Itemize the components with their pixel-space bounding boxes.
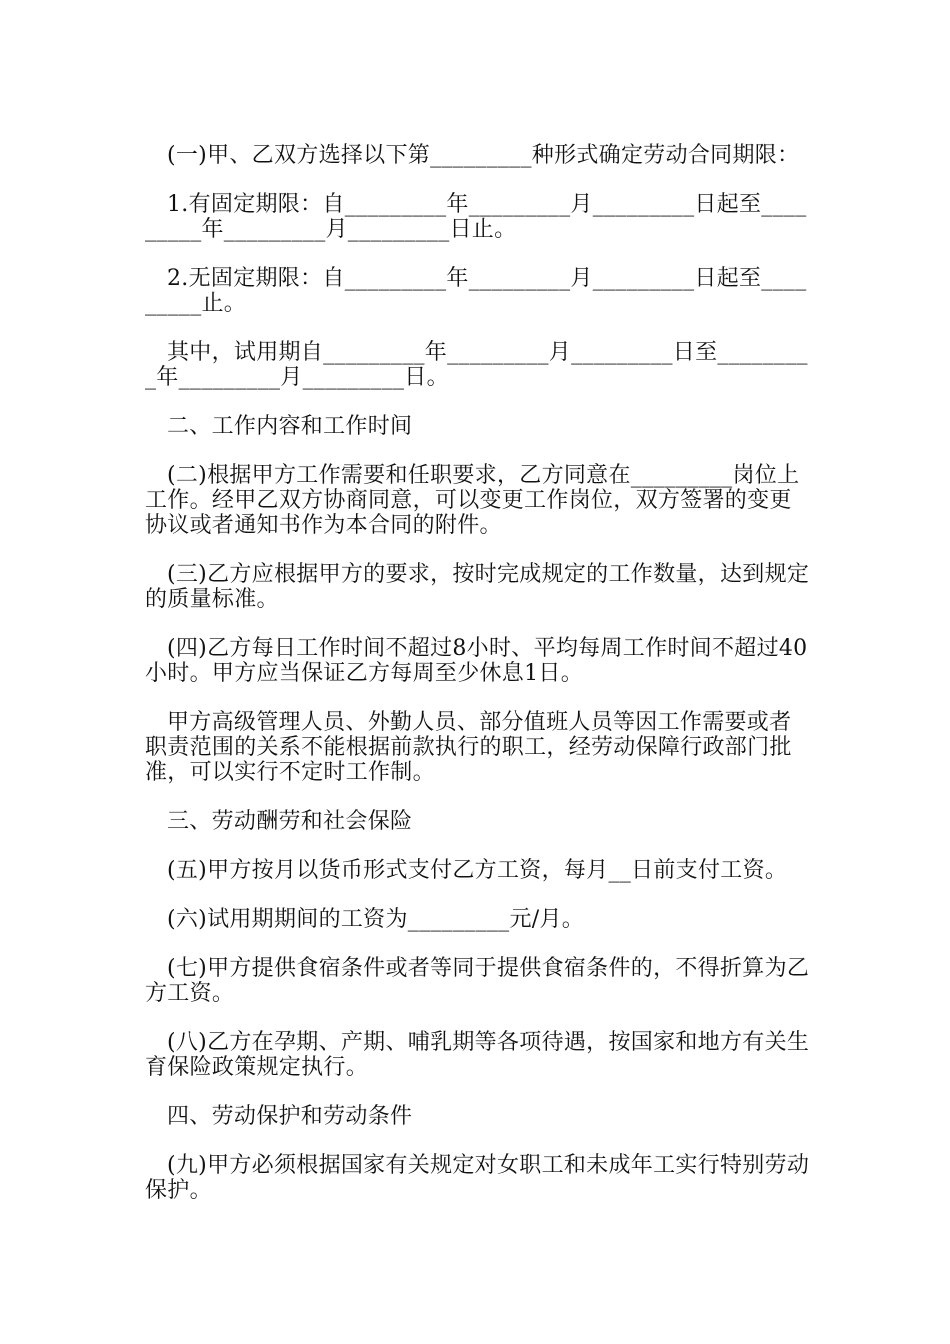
work-quantity-clause: (三)乙方应根据甲方的要求，按时完成规定的工作数量，达到规定的质量标准。: [145, 562, 810, 612]
maternity-clause: (八)乙方在孕期、产期、哺乳期等各项待遇，按国家和地方有关生育保险政策规定执行。: [145, 1030, 810, 1080]
section-heading-protection: 四、劳动保护和劳动条件: [167, 1104, 413, 1129]
working-hours-clause: (四)乙方每日工作时间不超过8小时、平均每周工作时间不超过40小时。甲方应当保证乙方每周至少休息1日。: [145, 636, 808, 686]
section-heading-work: 二、工作内容和工作时间: [167, 414, 413, 439]
job-position-clause: (二)根据甲方工作需要和任职要求，乙方同意在_________岗位上工作。经甲乙双方协商同意，可以变更工作岗位，双方签署的变更协议或者通知书作为本合同的附件。: [145, 463, 800, 538]
probation-period: 其中，试用期自_________年_________月_________日至_________年_________月_________日。: [145, 340, 808, 390]
section-heading-pay: 三、劳动酬劳和社会保险: [167, 809, 413, 834]
open-term-option: 2.无固定期限：自_________年_________月_________日起至_________止。: [145, 266, 807, 316]
probation-salary-clause: (六)试用期期间的工资为_________元/月。: [167, 907, 585, 932]
contract-term-clause: (一)甲、乙双方选择以下第_________种形式确定劳动合同期限：: [167, 143, 800, 168]
special-protection-clause: (九)甲方必须根据国家有关规定对女职工和未成年工实行特别劳动保护。: [145, 1153, 810, 1203]
board-lodging-clause: (七)甲方提供食宿条件或者等同于提供食宿条件的，不得折算为乙方工资。: [145, 956, 810, 1006]
document-body: [145, 143, 810, 1203]
fixed-term-option: 1.有固定期限：自_________年_________月_________日起至_________年_________月_________日止。: [145, 192, 807, 242]
flexible-hours-clause: 甲方高级管理人员、外勤人员、部分值班人员等因工作需要或者职责范围的关系不能根据前款执行的职工，经劳动保障行政部门批准，可以实行不定时工作制。: [145, 710, 792, 785]
salary-payment-clause: (五)甲方按月以货币形式支付乙方工资，每月__日前支付工资。: [167, 858, 788, 883]
